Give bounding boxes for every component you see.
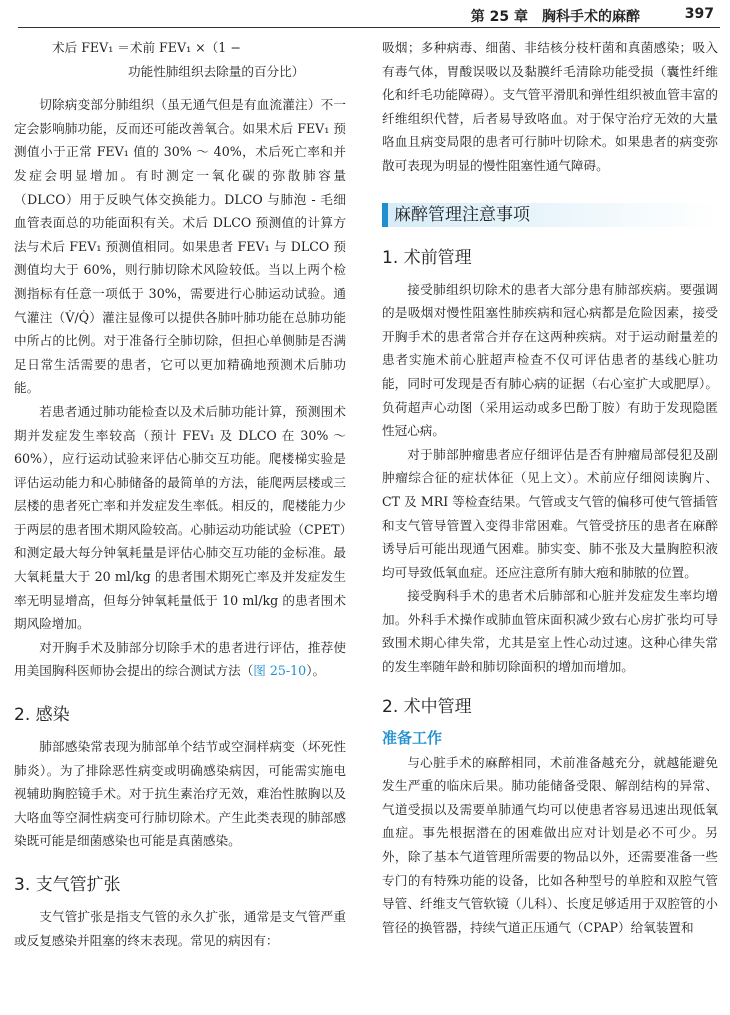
- section-title-bar: [382, 203, 388, 227]
- page-number: 397: [684, 6, 714, 22]
- right-column: [382, 36, 718, 939]
- heading-bronchiectasis: 3. 支气管扩张: [14, 875, 121, 895]
- assessment-end: ）。: [306, 663, 326, 679]
- subheading-preparation: 准备工作: [382, 728, 443, 747]
- left-column: [14, 36, 346, 952]
- paragraph-preop-3: 接受胸科手术的患者术后肺部和心脏并发症发生率均增加。外科手术操作或肺血管床面积减少致右心房扩张均可导致围术期心律失常，尤其是室上性心动过速。这种心律失常的发生率随年龄和肺切除面积的增加而增加。: [382, 588, 718, 675]
- header-rule: [18, 27, 720, 28]
- paragraph-preop-1: 接受肺组织切除术的患者大部分患有肺部疾病。要强调的是吸烟对慢性阻塞性肺疾病和冠心病都是危险因素，接受开胸手术的患者常合并存在这两种疾病。对于运动耐量差的患者实施术前心脏超声检查不仅可评估患者的基线心脏功能，同时可发现是否有肺心病的证据（右心室扩大或肥厚）。负荷超声心动图（采用运动或多巴酚丁胺）有助于发现隐匿性冠心病。: [382, 281, 718, 439]
- heading-intraop: 2. 术中管理: [382, 696, 472, 717]
- page-header: [0, 0, 730, 30]
- section-title-anesthesia: [382, 200, 718, 230]
- figure-reference-link[interactable]: 图 25-10: [253, 663, 307, 679]
- paragraph-preop-2: 对于肺部肿瘤患者应仔细评估是否有肿瘤局部侵犯及副肿瘤综合征的症状体征（见上文）。术前应仔细阅读胸片、CT 及 MRI 等检查结果。气管或支气管的偏移可使气管插管和支气管导管置入变得非常困难。气管受挤压的患者在麻醉诱导后可能出现通气困难。肺实变、肺不张及大量胸腔积液均可导致低氧血症。还应注意所有肺大疱和肺脓的位置。: [382, 446, 718, 580]
- formula-line-2: 功能性肺组织去除量的百分比）: [128, 63, 305, 79]
- paragraph-bronchiectasis-cont: 吸烟；多种病毒、细菌、非结核分枝杆菌和真菌感染；吸入有毒气体，胃酸误吸以及黏膜纤毛清除功能受损（囊性纤维化和纤毛功能障碍）。支气管平滑肌和弹性组织被血管丰富的纤维组织代替，后者易导致咯血。对于保守治疗无效的大量咯血且病变局限的患者可行肺叶切除术。如果患者的病变弥散可表现为明显的慢性阻塞性通气障碍。: [382, 40, 718, 173]
- paragraph-lung-function: 切除病变部分肺组织（虽无通气但是有血流灌注）不一定会影响肺功能，反而还可能改善氧合。如果术后 FEV₁ 预测值小于正常 FEV₁ 值的 30% ～ 40%，术后死亡率和并发症会明显增加。有时测定一氧化碳的弥散肺容量（DLCO）用于反映气体交换能力。DLCO 与肺泡 - 毛细血管表面总的功能面积有关。术后 DLCO 预测值的计算方法与术后 FEV₁ 预测值相同。如果患者 FEV₁ 与 DLCO 预测值均大于 60%，则行肺切除术风险较低。当以上两个检测指标有任意一项低于 30%，需要进行心肺运动试验。通气灌注（V̇/Q̇）灌注显像可以提供各肺叶肺功能在总肺功能中所占的比例。对于准备行全肺切除，但担心单侧肺是否满足日常生活需要的患者，它可以更加精确地预测术后肺功能。: [14, 97, 346, 396]
- paragraph-assessment: [14, 636, 346, 683]
- section-title-text: 麻醉管理注意事项: [394, 204, 530, 225]
- fev1-formula: [14, 36, 346, 83]
- paragraph-preparation: 与心脏手术的麻醉相同，术前准备越充分，就越能避免发生严重的临床后果。肺功能储备受限、解剖结构的异常、气道受损以及需要单肺通气均可以使患者容易迅速出现低氧血症。事先根据潜在的困难做出应对计划是必不可少。另外，除了基本气道管理所需要的物品以外，还需要准备一些专门的有特殊功能的设备，比如各种型号的单腔和双腔气管导管、纤维支气管软镜（儿科）、长度足够适用于双腔管的小管径的换管器，持续气道正压通气（CPAP）给氧装置和: [382, 754, 718, 935]
- assessment-text: 对开胸手术及肺部分切除手术的患者进行评估，推荐使用美国胸科医师协会提出的综合测试方法（: [14, 639, 346, 679]
- heading-preop: 1. 术前管理: [382, 247, 472, 268]
- formula-line-1: 术后 FEV₁ ＝术前 FEV₁ ×（1 −: [52, 40, 241, 55]
- paragraph-infection: 肺部感染常表现为肺部单个结节或空洞样病变（坏死性肺炎）。为了排除恶性病变或明确感染病因，可能需实施电视辅助胸腔镜手术。对于抗生素治疗无效，难治性脓胸以及大咯血等空洞性病变可行肺切除术。产生此类表现的肺部感染既可能是细菌感染也可能是真菌感染。: [14, 739, 346, 849]
- heading-infection: 2. 感染: [14, 705, 70, 726]
- paragraph-exercise-test: 若患者通过肺功能检查以及术后肺功能计算，预测围术期并发症发生率较高（预计 FEV₁ 及 DLCO 在 30% ～ 60%），应行运动试验来评估心肺交互功能。爬楼梯实验是评估运动能力和心肺储备的最简单的方法，能爬两层楼或三层楼的患者死亡率和并发症发生率低。相反的，爬楼能力少于两层的患者围术期风险较高。心肺运动功能试验（CPET）和测定最大每分钟氧耗量是评估心肺交互功能的金标准。最大氧耗量大于 20 ml/kg 的患者围术期死亡率及并发症发生率无明显增高，但每分钟氧耗量低于 10 ml/kg 的患者围术期风险增加。: [14, 403, 346, 632]
- paragraph-bronchiectasis: 支气管扩张是指支气管的永久扩张，通常是支气管严重或反复感染并阻塞的终末表现。常见的病因有：: [14, 909, 346, 948]
- chapter-title: 第 25 章 胸科手术的麻醉: [470, 9, 640, 25]
